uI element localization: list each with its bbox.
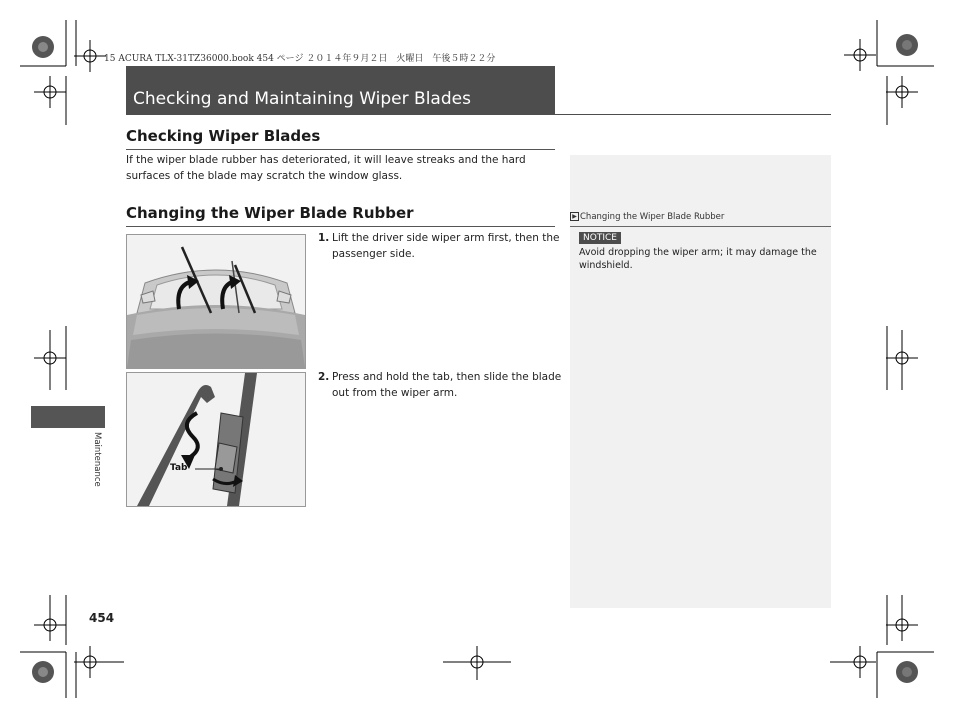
side-panel bbox=[570, 155, 831, 608]
changing-rule bbox=[126, 226, 555, 227]
page-number: 454 bbox=[89, 611, 115, 625]
chapter-tab-label: Maintenance bbox=[92, 432, 102, 487]
side-panel-heading-text: Changing the Wiper Blade Rubber bbox=[580, 212, 725, 222]
notice-badge: NOTICE bbox=[579, 232, 621, 244]
print-header: 15 ACURA TLX-31TZ36000.book 454 ページ ２０１４年９月２日 火曜日 午後５時２２分 bbox=[104, 54, 496, 64]
step-2 bbox=[318, 370, 568, 401]
wiper-lift-illustration bbox=[126, 234, 306, 369]
title-rule bbox=[126, 114, 831, 115]
registration-mark-mid-left bbox=[34, 326, 66, 390]
registration-mark-top-left bbox=[20, 20, 106, 125]
checking-text: If the wiper blade rubber has deteriorated, it will leave streaks and the hard surfaces of the blade may scratch the window glass. bbox=[126, 154, 526, 182]
step-1 bbox=[318, 231, 568, 262]
checking-heading: Checking Wiper Blades bbox=[126, 127, 321, 145]
registration-mark-bottom-right bbox=[830, 595, 934, 698]
registration-mark-mid-right bbox=[886, 326, 918, 390]
side-panel-heading bbox=[570, 212, 724, 222]
step-1-number: 1. bbox=[318, 232, 330, 244]
step-2-number: 2. bbox=[318, 371, 330, 383]
tab-callout-label: Tab bbox=[170, 463, 188, 473]
checking-rule bbox=[126, 149, 555, 150]
chapter-tab-marker bbox=[31, 406, 105, 428]
registration-mark-top-right bbox=[844, 20, 934, 125]
step-1-text: Lift the driver side wiper arm first, then the passenger side. bbox=[332, 232, 560, 260]
reference-arrow-icon: ▶ bbox=[570, 212, 579, 221]
notice-text: Avoid dropping the wiper arm; it may damage the windshield. bbox=[579, 247, 817, 271]
side-panel-rule bbox=[570, 226, 831, 227]
changing-heading: Changing the Wiper Blade Rubber bbox=[126, 204, 414, 222]
blade-removal-illustration bbox=[126, 372, 306, 507]
registration-mark-bottom-center bbox=[443, 646, 511, 680]
step-2-text: Press and hold the tab, then slide the blade out from the wiper arm. bbox=[332, 371, 562, 399]
section-title: Checking and Maintaining Wiper Blades bbox=[133, 89, 471, 109]
